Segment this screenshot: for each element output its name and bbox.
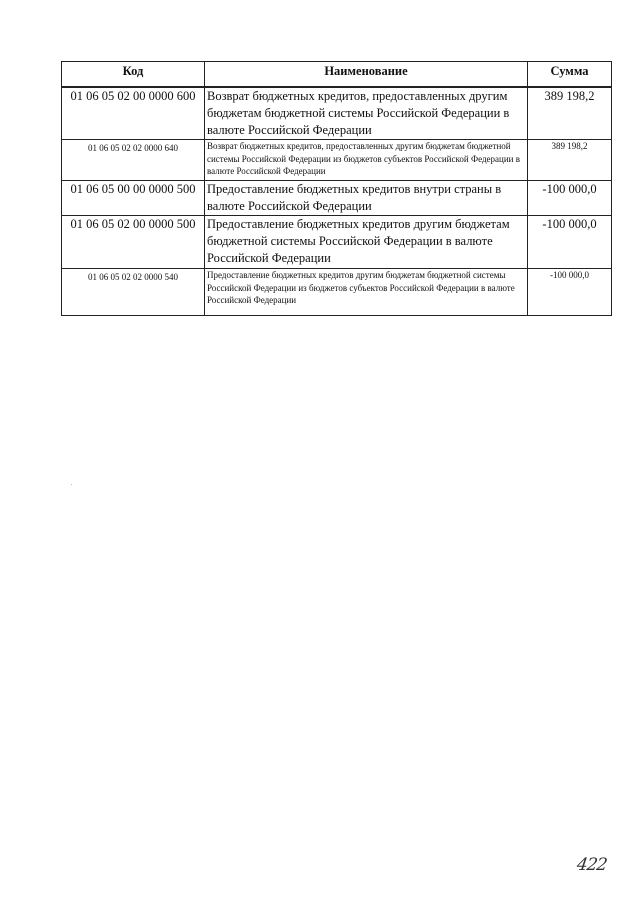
- row-name: Возврат бюджетных кредитов, предоставленных другим бюджетам бюджетной системы Российской Федерации в валюте Российской Федерации: [205, 87, 528, 140]
- row-sum: 389 198,2: [528, 87, 612, 140]
- row-sum: 389 198,2: [528, 140, 612, 181]
- table-row: [62, 87, 612, 140]
- row-code: 01 06 05 02 00 0000 500: [62, 216, 205, 269]
- page-number: 422: [575, 855, 608, 875]
- row-sum: -100 000,0: [528, 216, 612, 269]
- header-name: Наименование: [205, 62, 528, 88]
- row-name: Предоставление бюджетных кредитов другим бюджетам бюджетной системы Российской Федерации из бюджетов субъектов Российской Федерации в валюте Российской Федерации: [205, 269, 528, 316]
- table-row: [62, 269, 612, 316]
- budget-sources-table: [61, 61, 612, 316]
- table-row: [62, 181, 612, 216]
- table-header-row: [62, 62, 612, 88]
- row-code: 01 06 05 02 00 0000 600: [62, 87, 205, 140]
- row-name: Возврат бюджетных кредитов, предоставленных другим бюджетам бюджетной системы Российской Федерации из бюджетов субъектов Российской Федерации в валюте Российской Федерации: [205, 140, 528, 181]
- row-name: Предоставление бюджетных кредитов другим бюджетам бюджетной системы Российской Федерации в валюте Российской Федерации: [205, 216, 528, 269]
- header-code: Код: [62, 62, 205, 88]
- row-sum: -100 000,0: [528, 269, 612, 316]
- row-name: Предоставление бюджетных кредитов внутри страны в валюте Российской Федерации: [205, 181, 528, 216]
- table-row: [62, 216, 612, 269]
- row-code: 01 06 05 02 02 0000 540: [62, 269, 205, 316]
- row-code: 01 06 05 00 00 0000 500: [62, 181, 205, 216]
- row-code: 01 06 05 02 02 0000 640: [62, 140, 205, 181]
- row-sum: -100 000,0: [528, 181, 612, 216]
- table-row: [62, 140, 612, 181]
- scan-speck: [71, 484, 72, 485]
- header-sum: Сумма: [528, 62, 612, 88]
